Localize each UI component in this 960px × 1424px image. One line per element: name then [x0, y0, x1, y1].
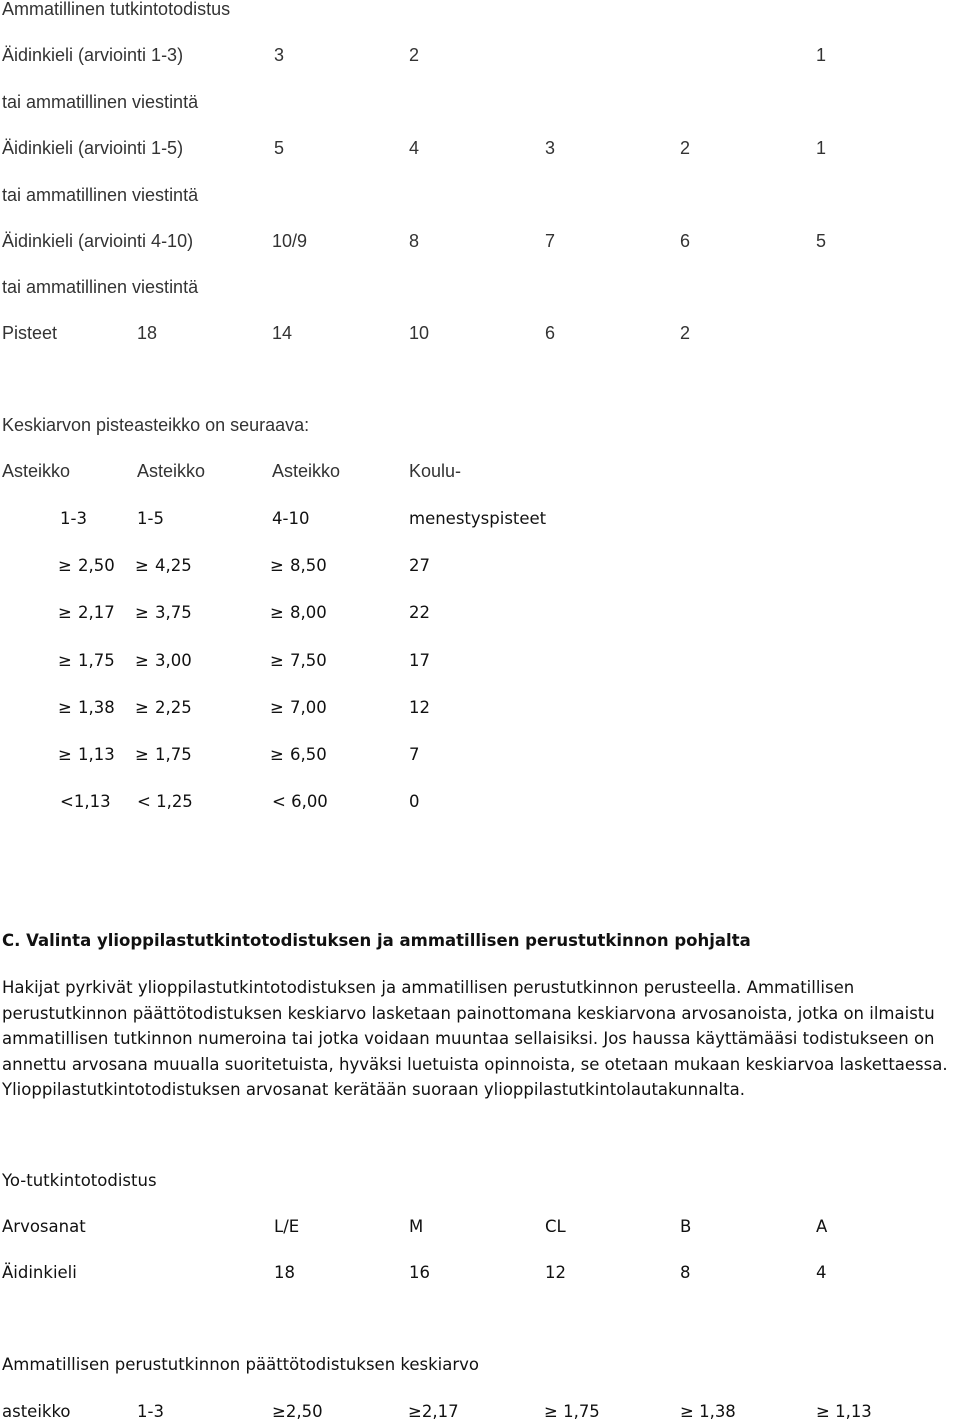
row-sublabel: tai ammatillinen viestintä	[2, 185, 199, 205]
row-sublabel: tai ammatillinen viestintä	[2, 92, 199, 112]
voc-avg-title: Ammatillisen perustutkinnon päättötodistuksen keskiarvo	[2, 1355, 480, 1374]
row-label: Äidinkieli (arviointi 1-5)	[2, 138, 184, 158]
scale-name: 1-3	[137, 1402, 164, 1421]
scale-threshold: 1,38	[78, 697, 115, 717]
section-c-paragraph	[2, 975, 957, 1103]
school-points: 7	[409, 745, 420, 765]
grade: M	[409, 1217, 424, 1236]
scale-header: Asteikko	[137, 461, 206, 481]
row-label: Äidinkieli (arviointi 1-3)	[2, 45, 184, 65]
scale-threshold: 7,00	[290, 697, 327, 717]
greater-equal-icon: ≥	[135, 650, 149, 670]
points-value: 14	[272, 323, 293, 343]
points-value: 6	[545, 323, 556, 343]
greater-equal-icon: ≥	[58, 650, 72, 670]
scale-header: Asteikko	[272, 461, 341, 481]
school-points: 22	[409, 603, 430, 623]
paragraph-line: Ylioppilastutkintotodistuksen arvosanat kerätään suoraan ylioppilastutkintolautakunnalta.	[2, 1080, 745, 1099]
row-value: 5	[816, 231, 827, 251]
greater-equal-icon: ≥	[270, 745, 284, 765]
scale-threshold: 3,75	[155, 603, 192, 623]
school-points: 17	[409, 650, 430, 670]
mother-tongue-points: 12	[545, 1263, 566, 1282]
voc-scale-threshold: ≥ 1,38	[680, 1402, 736, 1421]
grades-label: Arvosanat	[2, 1217, 86, 1236]
scale-threshold: 3,00	[155, 650, 192, 670]
school-points: 12	[409, 697, 430, 717]
points-label: Pisteet	[2, 323, 58, 343]
grade: B	[680, 1217, 692, 1236]
row-value: 2	[680, 138, 691, 158]
row-label: Äidinkieli (arviointi 4-10)	[2, 231, 194, 251]
mother-tongue-points: 18	[274, 1263, 295, 1282]
points-value: 10	[409, 323, 430, 343]
row-value: 1	[816, 45, 827, 65]
scale-threshold: 2,50	[78, 556, 115, 575]
row-value: 3	[545, 138, 556, 158]
greater-equal-icon: ≥	[58, 556, 72, 575]
mother-tongue-label: Äidinkieli	[2, 1263, 77, 1282]
mother-tongue-points: 8	[680, 1263, 691, 1282]
row-sublabel: tai ammatillinen viestintä	[2, 277, 199, 297]
scale-subheader: menestyspisteet	[409, 509, 547, 528]
scale-subheader: 4-10	[272, 509, 310, 528]
greater-equal-icon: ≥	[58, 745, 72, 765]
mother-tongue-points: 16	[409, 1263, 430, 1282]
section-a-title: Ammatillinen tutkintotodistus	[2, 0, 231, 19]
scale-threshold: 4,25	[155, 556, 192, 575]
grade: A	[816, 1217, 828, 1236]
row-value: 6	[680, 231, 691, 251]
section-c-heading: C. Valinta ylioppilastutkintotodistuksen ja ammatillisen perustutkinnon pohjalta	[2, 931, 751, 950]
scale-last-value: < 6,00	[272, 792, 328, 811]
scale-threshold: 2,25	[155, 697, 192, 717]
greater-equal-icon: ≥	[135, 556, 149, 575]
grade: CL	[545, 1217, 566, 1236]
scale-threshold: 8,50	[290, 556, 327, 575]
row-value: 4	[409, 138, 420, 158]
scale-threshold: 7,50	[290, 650, 327, 670]
row-value: 2	[409, 45, 420, 65]
row-value: 5	[274, 138, 285, 158]
paragraph-line: annettu arvosana muualla suoritetuista, hyväksi luetuista opinnoista, se otetaan mukaan keskiarvoa laskettaessa.	[2, 1054, 948, 1074]
greater-equal-icon: ≥	[270, 697, 284, 717]
row-value: 1	[816, 138, 827, 158]
voc-scale-threshold: ≥2,50	[272, 1402, 323, 1421]
mother-tongue-points: 4	[816, 1263, 827, 1282]
row-value: 3	[274, 45, 285, 65]
scale-threshold: 1,13	[78, 745, 115, 765]
voc-scale-threshold: ≥2,17	[408, 1402, 459, 1421]
greater-equal-icon: ≥	[270, 650, 284, 670]
greater-equal-icon: ≥	[135, 745, 149, 765]
greater-equal-icon: ≥	[270, 603, 284, 623]
scale-last-value: 0	[409, 792, 420, 811]
row-value: 8	[409, 231, 420, 251]
scale-subheader: 1-5	[137, 509, 164, 528]
paragraph-line: Hakijat pyrkivät ylioppilastutkintotodistuksen ja ammatillisen perustutkinnon perusteella. Ammatillisen	[2, 978, 855, 997]
greater-equal-icon: ≥	[58, 603, 72, 623]
scale-header: Asteikko	[2, 461, 71, 481]
scale-header: Koulu-	[409, 461, 462, 481]
paragraph-line: perustutkinnon päättötodistuksen keskiarvo lasketaan painottomana keskiarvona arvosanoista, jotka on ilmaistu	[2, 1003, 935, 1023]
greater-equal-icon: ≥	[135, 697, 149, 717]
row-value: 10/9	[272, 231, 308, 251]
school-points: 27	[409, 556, 430, 575]
greater-equal-icon: ≥	[58, 697, 72, 717]
row-value: 7	[545, 231, 556, 251]
greater-equal-icon: ≥	[270, 556, 284, 575]
scale-threshold: 1,75	[155, 745, 192, 765]
scale-threshold: 1,75	[78, 650, 115, 670]
scale-last-value: < 1,25	[137, 792, 193, 811]
scale-subheader: 1-3	[60, 509, 87, 528]
scale-threshold: 8,00	[290, 603, 327, 623]
scale-label: asteikko	[2, 1402, 71, 1421]
yo-title: Yo-tutkintotodistus	[2, 1171, 157, 1190]
scale-last-value: <1,13	[60, 792, 111, 811]
scale-intro: Keskiarvon pisteasteikko on seuraava:	[2, 415, 310, 435]
grade: L/E	[274, 1217, 300, 1236]
points-value: 18	[137, 323, 158, 343]
greater-equal-icon: ≥	[135, 603, 149, 623]
points-value: 2	[680, 323, 691, 343]
scale-threshold: 6,50	[290, 745, 327, 765]
voc-scale-threshold: ≥ 1,75	[544, 1402, 600, 1421]
voc-scale-threshold: ≥ 1,13	[816, 1402, 872, 1421]
paragraph-line: ammatillisen tutkinnon numeroina tai jotka voidaan muuntaa sellaisiksi. Jos haussa käyttämääsi todistukseen on	[2, 1029, 935, 1048]
scale-threshold: 2,17	[78, 603, 115, 623]
